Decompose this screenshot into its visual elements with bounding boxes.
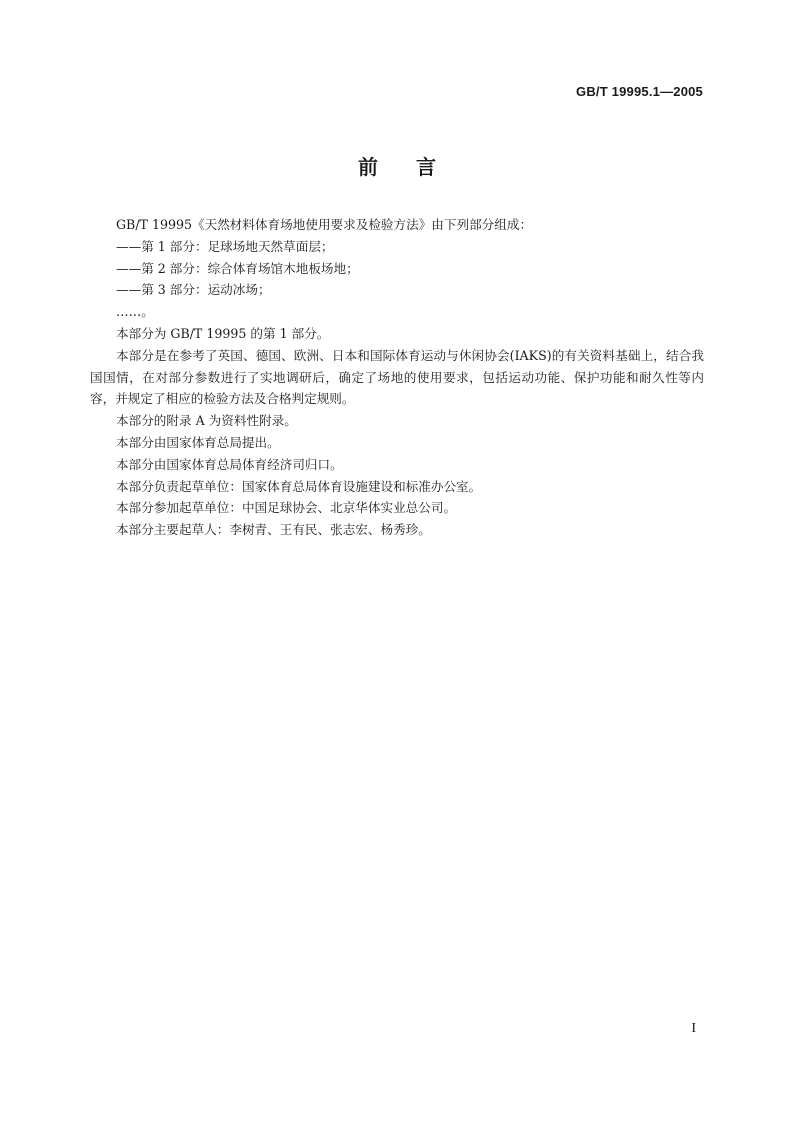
list-item-ellipsis: ……。 [116,304,154,320]
paragraph-reference: 本部分是在参考了英国、德国、欧洲、日本和国际体育运动与休闲协会(IAKS)的有关资料基础上，结合我国国情，在对部分参数进行了实地调研后，确定了场地的使用要求，包括运动功能、保护功能和耐久性等内容，并规定了相应的检验方法及合格判定规则。 [90,347,704,407]
title-char-1: 前 [358,155,378,179]
foreword-body [90,214,704,541]
list-item-part-2: ——第 2 部分：综合体育场馆木地板场地； [116,260,359,276]
list-item-part-1: ——第 1 部分：足球场地天然草面层； [116,238,334,254]
page-number: I [691,1021,696,1036]
paragraph-annex: 本部分的附录 A 为资料性附录。 [116,413,297,429]
list-item-part-3: ——第 3 部分：运动冰场； [116,282,271,298]
paragraph-proposer: 本部分由国家体育总局提出。 [116,434,280,450]
paragraph-drafting-unit: 本部分负责起草单位：国家体育总局体育设施建设和标准办公室。 [116,478,482,494]
title-char-2: 言 [416,155,436,179]
paragraph-composition: GB/T 19995《天然材料体育场地使用要求及检验方法》由下列部分组成： [116,217,533,232]
paragraph-participating-units: 本部分参加起草单位：中国足球协会、北京华体实业总公司。 [116,500,457,516]
paragraph-part-statement: 本部分为 GB/T 19995 的第 1 部分。 [116,325,330,341]
paragraph-management: 本部分由国家体育总局体育经济司归口。 [116,456,343,472]
page-title [0,151,794,180]
paragraph-drafters: 本部分主要起草人：李树青、王有民、张志宏、杨秀珍。 [116,522,431,538]
standard-number: GB/T 19995.1—2005 [576,84,703,99]
